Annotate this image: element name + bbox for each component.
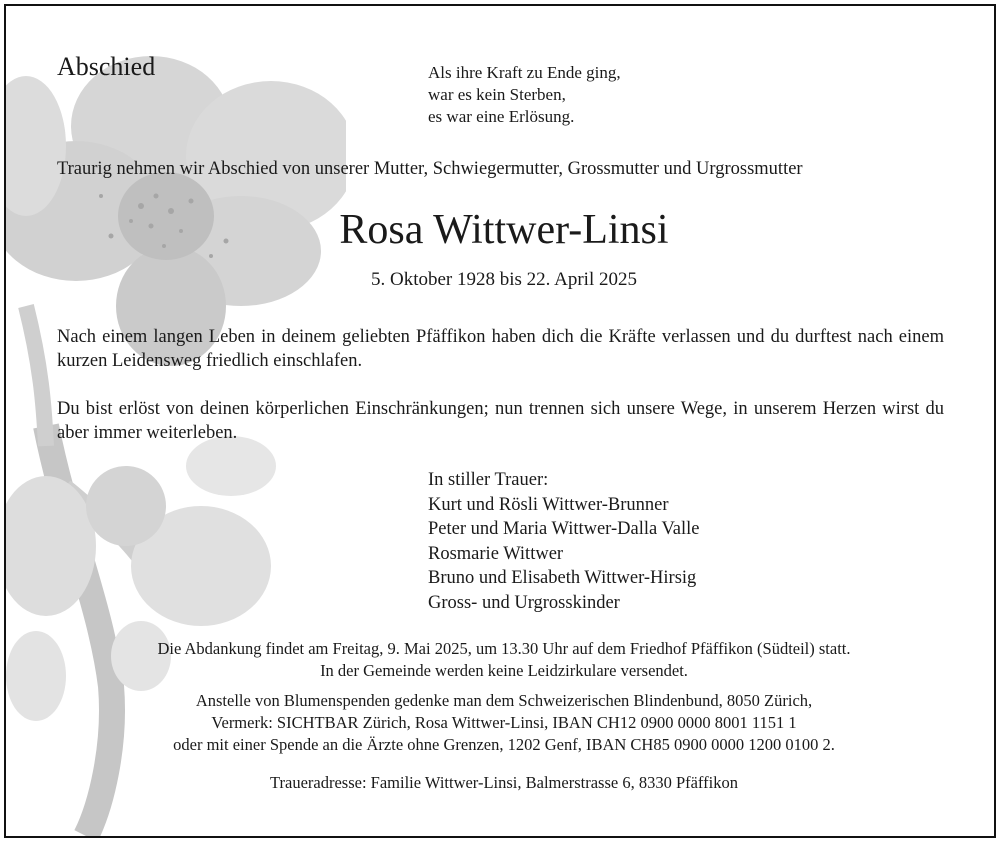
mourning-address: Traueradresse: Familie Wittwer-Linsi, Balmerstrasse 6, 8330 Pfäffikon [270,773,738,792]
mourner-entry: Kurt und Rösli Wittwer-Brunner [428,494,669,515]
mourner-entry: Bruno und Elisabeth Wittwer-Hirsig [428,568,697,588]
paragraph-farewell: Nach einem langen Leben in deinem geliebten Pfäffikon haben dich die Kräfte verlassen und du durftest nach einem kurzen Leidensweg friedlich einschlafen. [57,327,944,371]
verse [428,62,621,128]
notice-heading: Abschied [57,52,156,81]
verse-line: es war eine Erlösung. [428,107,575,126]
verse-line: war es kein Sterben, [428,85,566,104]
verse-line: Als ihre Kraft zu Ende ging, [428,63,621,82]
notice-content [6,6,994,836]
life-dates: 5. Oktober 1928 bis 22. April 2025 [371,269,637,290]
ceremony-line: Die Abdankung findet am Freitag, 9. Mai 2025, um 13.30 Uhr auf dem Friedhof Pfäffikon (Südteil) statt. [157,639,851,658]
paragraph-remembrance: Du bist erlöst von deinen körperlichen Einschränkungen; nun trennen sich unsere Wege, in unserem Herzen wirst du aber immer weiterleben. [57,399,944,443]
ceremony-info [6,638,996,682]
mourner-entry: Peter und Maria Wittwer-Dalla Valle [428,519,700,539]
mourners-heading: In stiller Trauer: [428,470,549,490]
obituary-notice [4,4,996,838]
mourner-entry: Gross- und Urgrosskinder [428,592,620,613]
mourners-list [428,468,700,615]
donation-line: Anstelle von Blumenspenden gedenke man dem Schweizerischen Blindenbund, 8050 Zürich, [195,691,813,710]
ceremony-line: In der Gemeinde werden keine Leidzirkulare versendet. [320,661,688,680]
donation-info [6,690,996,756]
donation-line: Vermerk: SICHTBAR Zürich, Rosa Wittwer-Linsi, IBAN CH12 0900 0000 8001 1151 1 [211,713,797,732]
mourner-entry: Rosmarie Wittwer [428,543,564,564]
intro-text: Traurig nehmen wir Abschied von unserer Mutter, Schwiegermutter, Grossmutter und Urgrossmutter [57,159,803,179]
donation-line: oder mit einer Spende an die Ärzte ohne Grenzen, 1202 Genf, IBAN CH85 0900 0000 1200 0100 2. [173,735,835,754]
deceased-name: Rosa Wittwer-Linsi [339,207,669,253]
